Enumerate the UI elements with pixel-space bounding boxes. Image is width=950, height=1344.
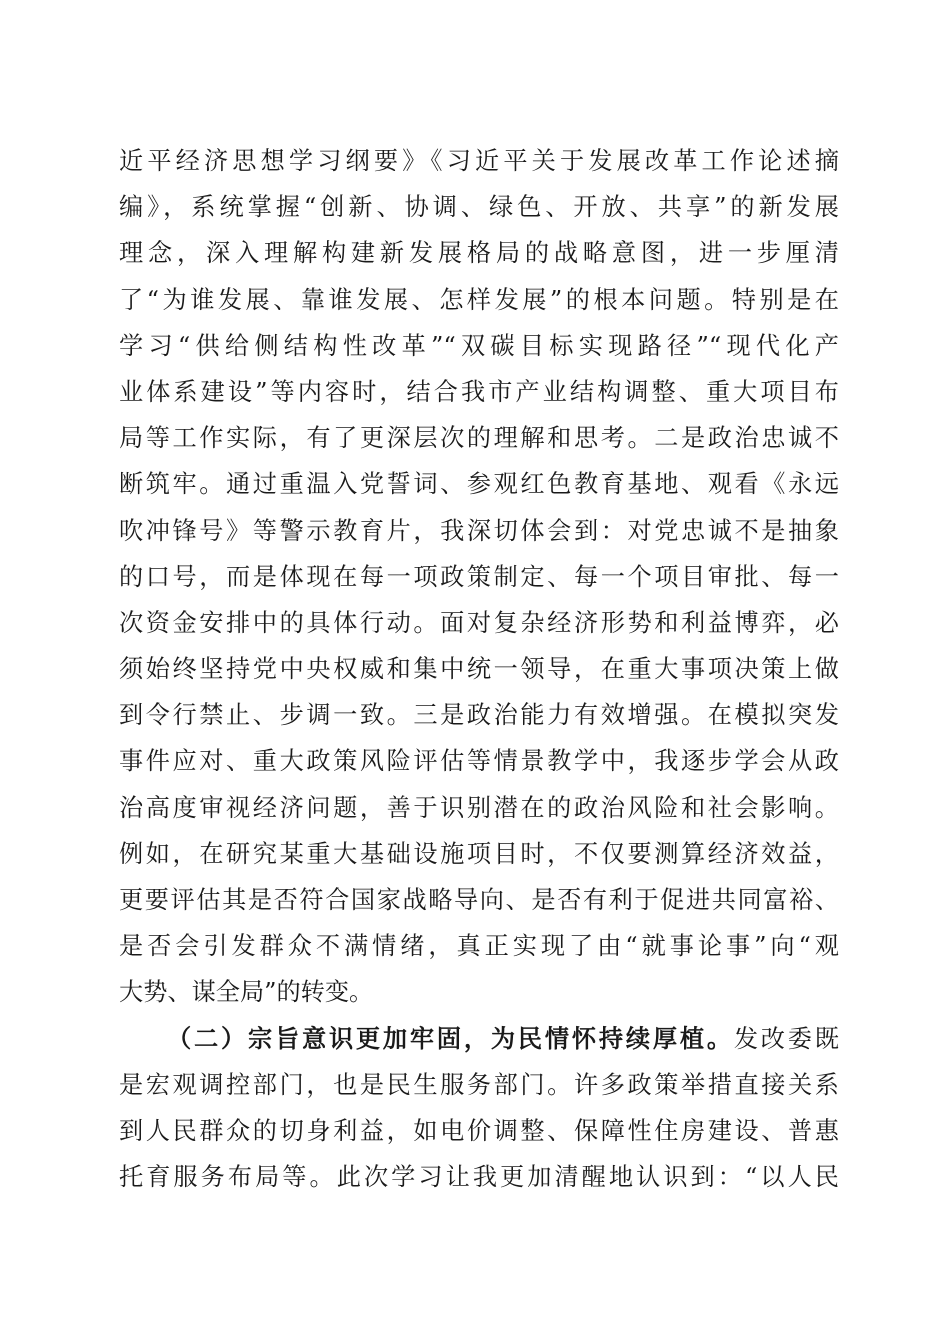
text-line: 事件应对、重大政策风险评估等情景教学中，我逐步学会从政 xyxy=(119,747,839,776)
text-line: 了“为谁发展、靠谁发展、怎样发展”的根本问题。特别是在 xyxy=(119,285,839,314)
text-line: 局等工作实际，有了更深层次的理解和思考。二是政治忠诚不 xyxy=(119,424,839,453)
text-line: 编》，系统掌握“创新、协调、绿色、开放、共享”的新发展 xyxy=(119,193,839,222)
section-heading-line xyxy=(119,1016,839,1062)
text-line: 例如，在研究某重大基础设施项目时，不仅要测算经济效益， xyxy=(119,839,839,868)
text-line: 次资金安排中的具体行动。面对复杂经济形势和利益博弈，必 xyxy=(119,608,839,637)
text-line: 是否会引发群众不满情绪，真正实现了由“就事论事”向“观 xyxy=(119,932,839,961)
paragraph xyxy=(119,138,839,1016)
text-line: 大势、谋全局”的转变。 xyxy=(119,978,374,1007)
paragraph xyxy=(119,1016,839,1201)
text-line: 治高度审视经济问题，善于识别潜在的政治风险和社会影响。 xyxy=(119,793,839,822)
text-line: 理念，深入理解构建新发展格局的战略意图，进一步厘清 xyxy=(119,239,839,268)
document-body xyxy=(119,138,839,1200)
text-line: 吹冲锋号》等警示教育片，我深切体会到：对党忠诚不是抽象 xyxy=(119,516,839,545)
text-line: 到人民群众的切身利益，如电价调整、保障性住房建设、普惠 xyxy=(119,1116,839,1145)
section-heading: （二）宗旨意识更加牢固，为民情怀持续厚植。 xyxy=(167,1023,734,1053)
text-line: 是宏观调控部门，也是民生服务部门。许多政策举措直接关系 xyxy=(119,1070,839,1099)
text-line: 须始终坚持党中央权威和集中统一领导，在重大事项决策上做 xyxy=(119,655,839,684)
text-line: 学习“供给侧结构性改革”“双碳目标实现路径”“现代化产 xyxy=(119,331,839,360)
text-line: 更要评估其是否符合国家战略导向、是否有利于促进共同富裕、 xyxy=(119,886,839,914)
text-run: 发改委既 xyxy=(733,1024,839,1053)
text-line: 业体系建设”等内容时，结合我市产业结构调整、重大项目布 xyxy=(119,377,839,406)
text-line: 断筑牢。通过重温入党誓词、参观红色教育基地、观看《永远 xyxy=(119,470,839,499)
text-line: 近平经济思想学习纲要》《习近平关于发展改革工作论述摘 xyxy=(119,147,839,175)
text-line: 托育服务布局等。此次学习让我更加清醒地认识到：“以人民 xyxy=(119,1163,839,1192)
text-line: 的口号，而是体现在每一项政策制定、每一个项目审批、每一 xyxy=(119,562,839,591)
text-line: 到令行禁止、步调一致。三是政治能力有效增强。在模拟突发 xyxy=(119,701,839,730)
